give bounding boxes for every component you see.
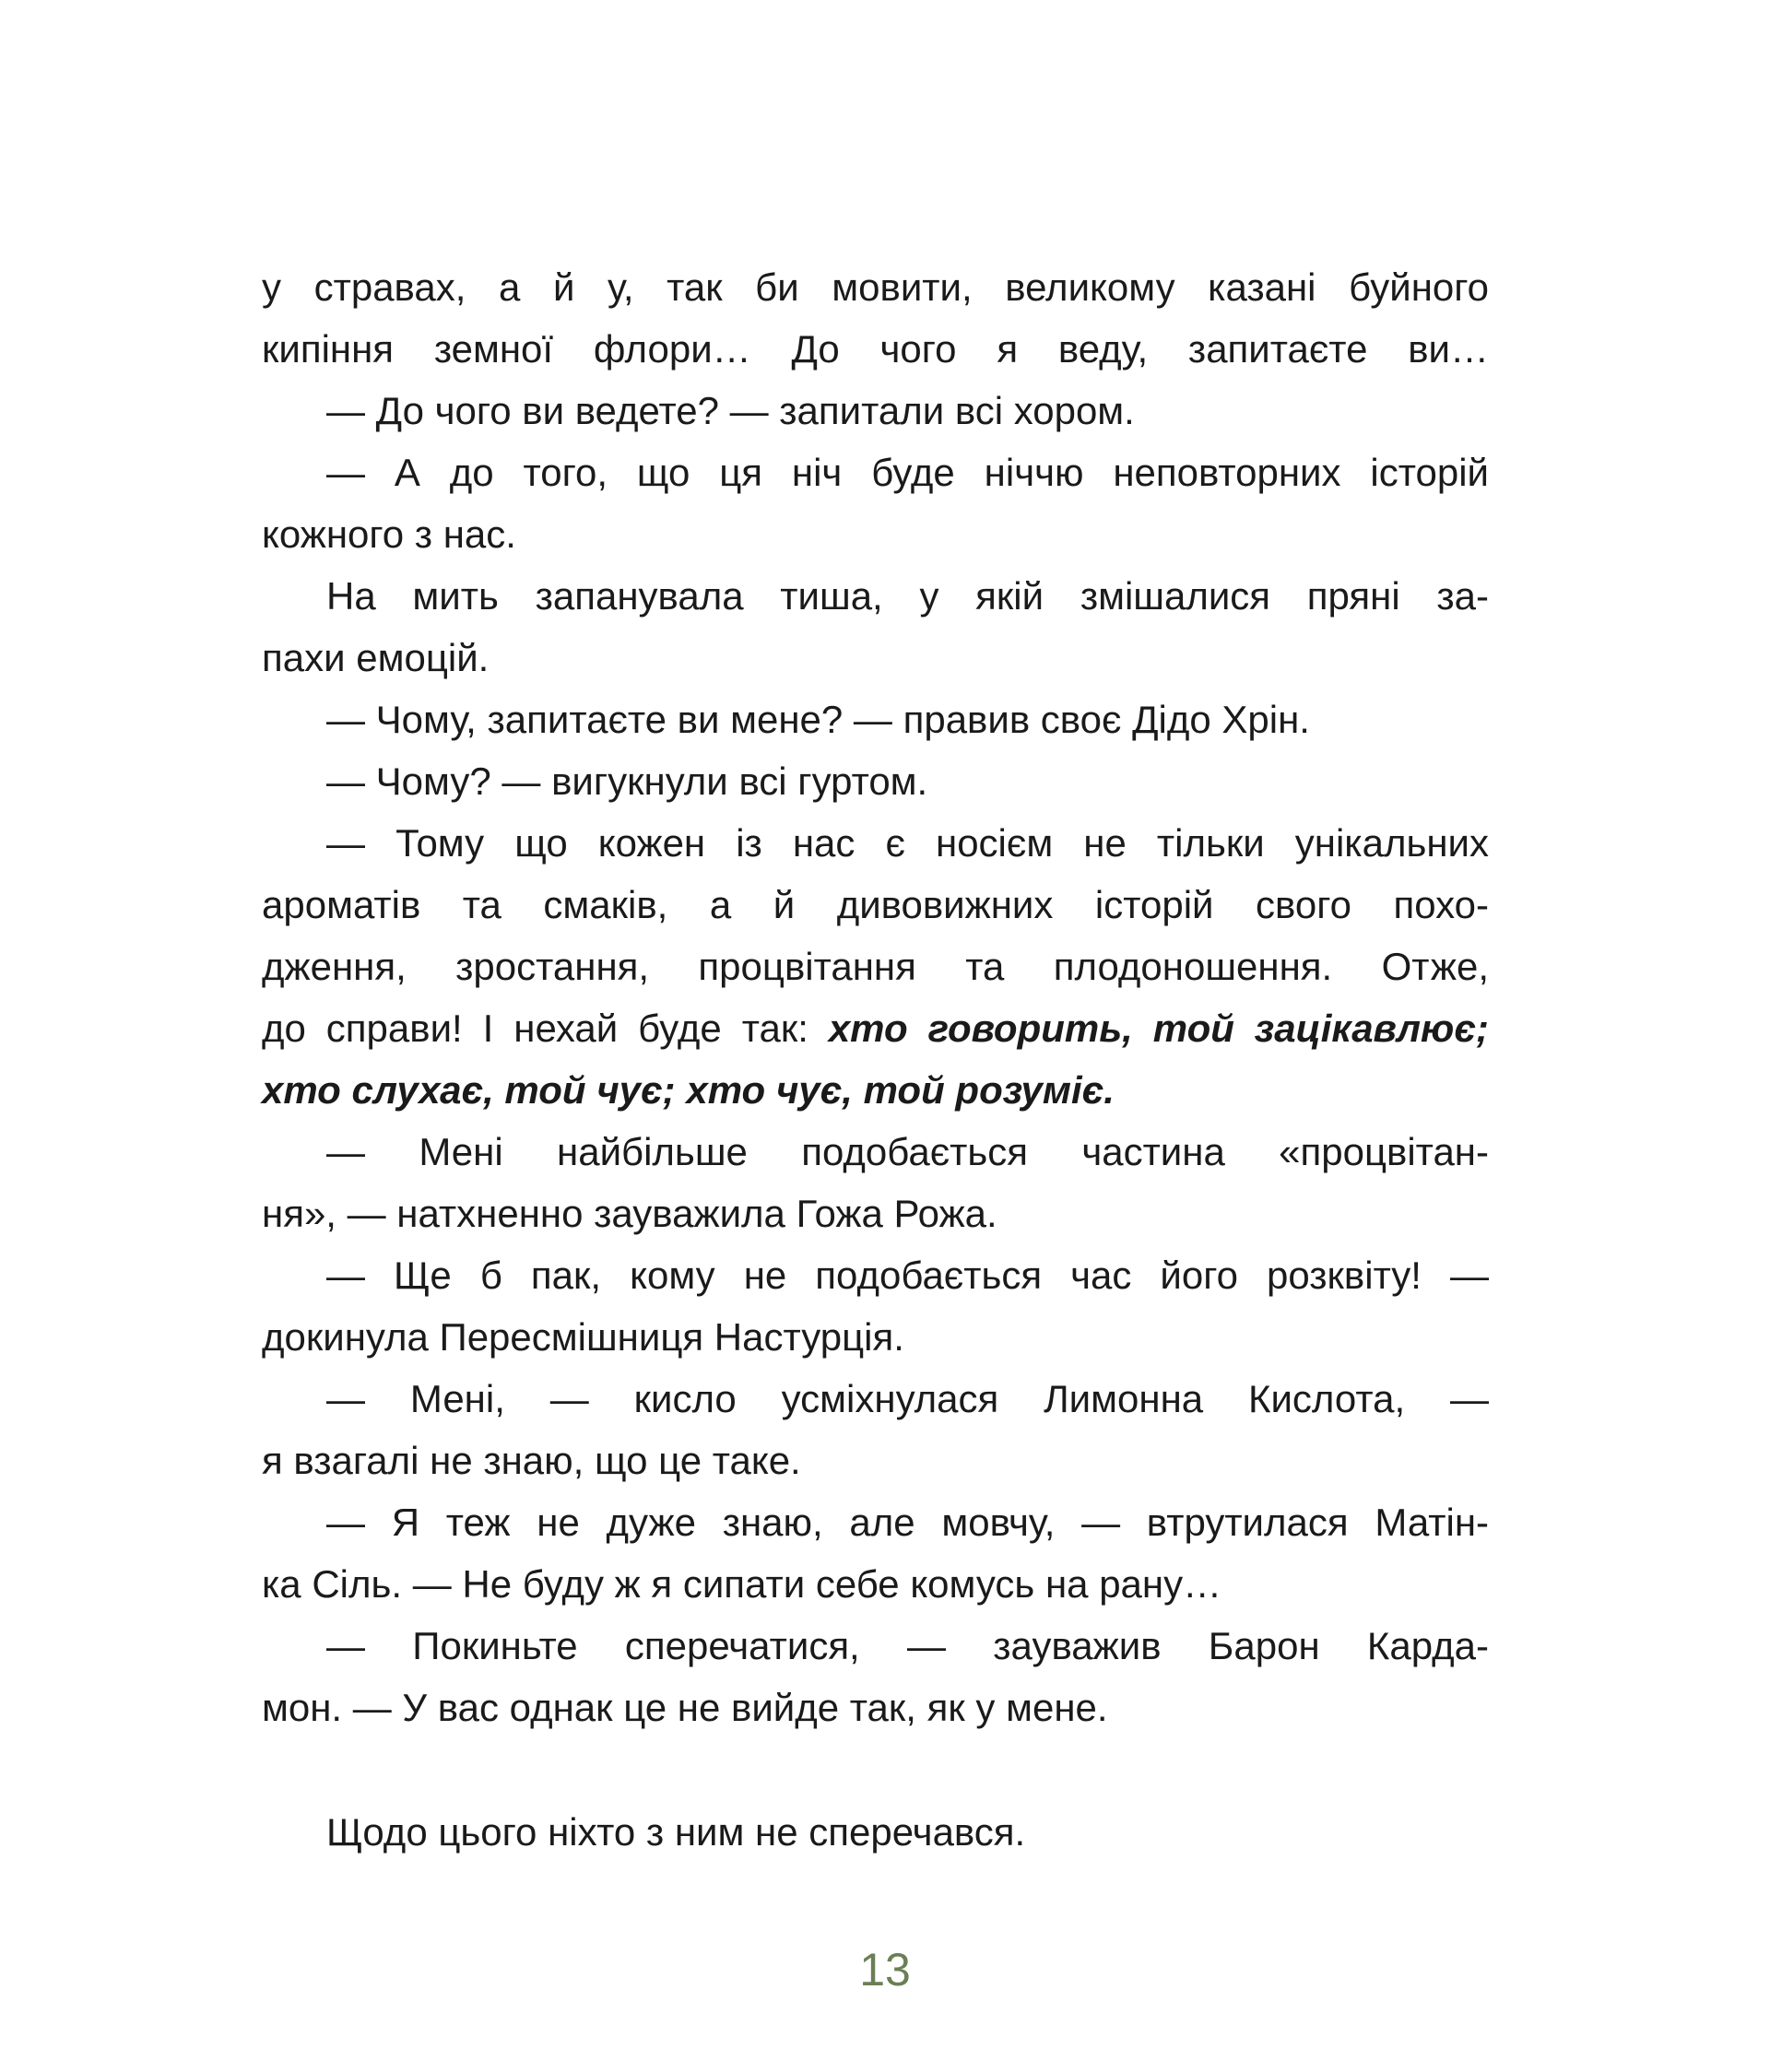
text-line — [262, 318, 1489, 380]
emphasized-text: хто говорить, той зацікавлює; — [828, 1007, 1490, 1050]
text-span: кожного з нас. — [262, 512, 516, 556]
text-span: — Ще б пак, кому не подобається час його розквіту! — — [326, 1254, 1489, 1297]
text-line — [262, 441, 1489, 503]
text-line — [262, 1121, 1489, 1183]
text-span: Щодо цього ніхто з ним не сперечався. — [326, 1810, 1026, 1854]
text-span: пахи емоцій. — [262, 636, 490, 679]
emphasized-text: хто слухає, той чує; хто чує, той розуміє. — [262, 1068, 1115, 1112]
text-span: — Покиньте сперечатися, — зауважив Барон Карда- — [326, 1624, 1489, 1667]
text-line — [262, 380, 1489, 441]
body-text — [262, 256, 1489, 1863]
text-span: дження, зростання, процвітання та плодоношення. Отже, — [262, 945, 1489, 988]
text-span: — А до того, що ця ніч буде ніччю неповторних історій — [326, 451, 1489, 494]
text-span: мон. — У вас однак це не вийде так, як у мене. — [262, 1686, 1108, 1729]
text-line — [262, 1430, 1489, 1491]
text-span: ка Сіль. — Не буду ж я сипати себе комусь на рану… — [262, 1562, 1222, 1606]
text-line — [262, 627, 1489, 689]
text-line — [262, 1244, 1489, 1306]
text-line — [262, 874, 1489, 936]
text-line — [262, 689, 1489, 750]
text-line — [262, 1306, 1489, 1368]
text-line — [262, 1801, 1489, 1863]
text-line — [262, 565, 1489, 627]
text-line — [262, 1059, 1489, 1121]
text-span: у стравах, а й у, так би мовити, великому казані буйного — [262, 265, 1489, 309]
text-line — [262, 1677, 1489, 1738]
text-span: ня», — натхненно зауважила Гожа Рожа. — [262, 1192, 997, 1235]
text-span: я взагалі не знаю, що це таке. — [262, 1439, 801, 1482]
text-line — [262, 503, 1489, 565]
text-line — [262, 1368, 1489, 1430]
text-span: — До чого ви ведете? — запитали всі хором. — [326, 389, 1135, 432]
text-span: — Чому, запитаєте ви мене? — правив своє Дідо Хрін. — [326, 698, 1310, 741]
text-span: ароматів та смаків, а й дивовижних історій свого похо- — [262, 883, 1489, 926]
text-line — [262, 256, 1489, 318]
text-line — [262, 1183, 1489, 1244]
text-span: — Мені, — кисло усміхнулася Лимонна Кислота, — — [326, 1377, 1489, 1420]
text-span: — Чому? — вигукнули всі гуртом. — [326, 759, 928, 803]
page-number: 13 — [859, 1944, 911, 1995]
text-line — [262, 997, 1489, 1059]
text-line — [262, 1615, 1489, 1677]
text-span: докинула Пересмішниця Настурція. — [262, 1315, 904, 1359]
text-line — [262, 1553, 1489, 1615]
text-span: до справи! І нехай буде так: — [262, 1007, 829, 1050]
text-span: На мить запанувала тиша, у якій змішалися пряні за- — [326, 574, 1489, 618]
text-line — [262, 936, 1489, 997]
text-span: кипіння земної флори… До чого я веду, запитаєте ви… — [262, 327, 1489, 371]
text-line — [262, 1491, 1489, 1553]
text-line — [262, 812, 1489, 874]
text-span: — Тому що кожен із нас є носієм не тільки унікальних — [326, 821, 1489, 865]
text-span: — Мені найбільше подобається частина «процвітан- — [326, 1130, 1489, 1173]
text-span: — Я теж не дуже знаю, але мовчу, — втрутилася Матін- — [326, 1501, 1489, 1544]
text-line — [262, 750, 1489, 812]
